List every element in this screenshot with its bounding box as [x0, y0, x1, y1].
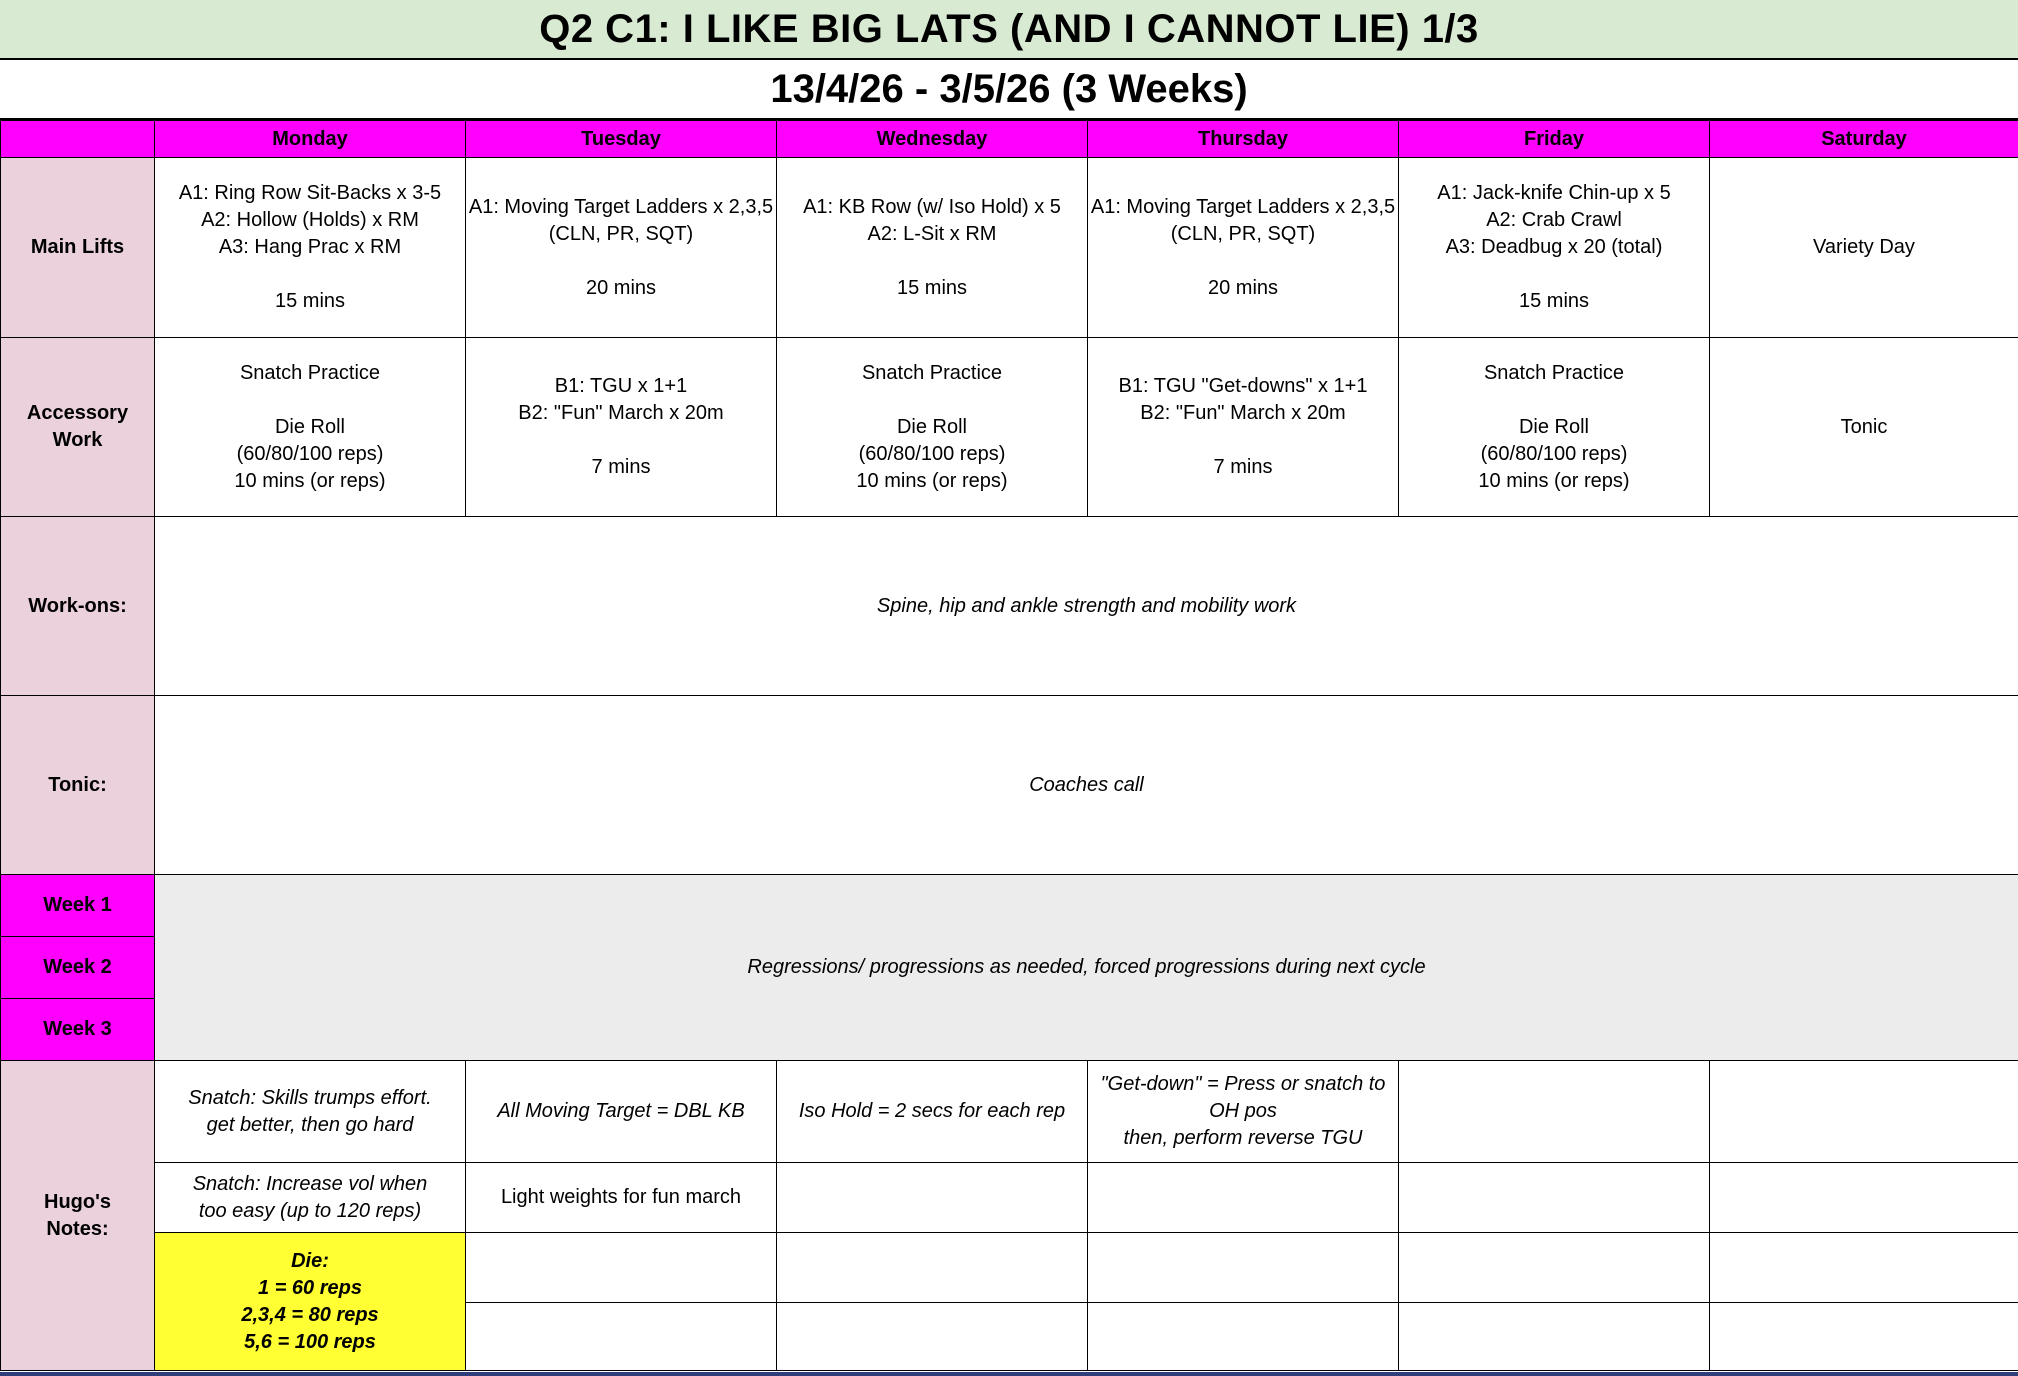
note-tuesday-4[interactable] [466, 1303, 777, 1371]
note-friday-4[interactable] [1399, 1303, 1710, 1371]
notes-row-3 [1, 1233, 2018, 1303]
accessory-tuesday[interactable]: B1: TGU x 1+1 B2: "Fun" March x 20m 7 mins [466, 338, 777, 517]
day-header-monday[interactable]: Monday [155, 121, 466, 158]
schedule-table [0, 120, 2018, 1371]
sheet-title: Q2 C1: I LIKE BIG LATS (AND I CANNOT LIE) 1/3 [0, 0, 2018, 60]
row-label-work-ons[interactable]: Work-ons: [1, 517, 155, 696]
corner-cell[interactable] [1, 121, 155, 158]
day-header-row [1, 121, 2018, 158]
week-2-label[interactable]: Week 2 [1, 937, 155, 999]
note-thursday-4[interactable] [1088, 1303, 1399, 1371]
main-lifts-tuesday[interactable]: A1: Moving Target Ladders x 2,3,5 (CLN, PR, SQT) 20 mins [466, 158, 777, 338]
main-lifts-monday[interactable]: A1: Ring Row Sit-Backs x 3-5 A2: Hollow (Holds) x RM A3: Hang Prac x RM 15 mins [155, 158, 466, 338]
main-lifts-friday[interactable]: A1: Jack-knife Chin-up x 5 A2: Crab Crawl A3: Deadbug x 20 (total) 15 mins [1399, 158, 1710, 338]
day-header-friday[interactable]: Friday [1399, 121, 1710, 158]
day-header-tuesday[interactable]: Tuesday [466, 121, 777, 158]
week-3-label[interactable]: Week 3 [1, 999, 155, 1061]
note-wednesday-2[interactable] [777, 1163, 1088, 1233]
work-ons-cell[interactable]: Spine, hip and ankle strength and mobility work [155, 517, 2018, 696]
note-saturday-4[interactable] [1710, 1303, 2018, 1371]
accessory-wednesday[interactable]: Snatch Practice Die Roll (60/80/100 reps) 10 mins (or reps) [777, 338, 1088, 517]
note-wednesday-3[interactable] [777, 1233, 1088, 1303]
week-1-row [1, 875, 2018, 937]
week-1-label[interactable]: Week 1 [1, 875, 155, 937]
weeks-progression-cell[interactable]: Regressions/ progressions as needed, forced progressions during next cycle [155, 875, 2018, 1061]
note-thursday-2[interactable] [1088, 1163, 1399, 1233]
accessory-monday[interactable]: Snatch Practice Die Roll (60/80/100 reps) 10 mins (or reps) [155, 338, 466, 517]
bottom-border-line [0, 1372, 2018, 1376]
row-label-notes[interactable]: Hugo's Notes: [1, 1061, 155, 1371]
note-friday-1[interactable] [1399, 1061, 1710, 1163]
note-monday-2[interactable]: Snatch: Increase vol when too easy (up to 120 reps) [155, 1163, 466, 1233]
main-lifts-wednesday[interactable]: A1: KB Row (w/ Iso Hold) x 5 A2: L-Sit x RM 15 mins [777, 158, 1088, 338]
work-ons-row [1, 517, 2018, 696]
tonic-cell[interactable]: Coaches call [155, 696, 2018, 875]
row-label-main-lifts[interactable]: Main Lifts [1, 158, 155, 338]
note-saturday-3[interactable] [1710, 1233, 2018, 1303]
note-tuesday-1[interactable]: All Moving Target = DBL KB [466, 1061, 777, 1163]
accessory-saturday[interactable]: Tonic [1710, 338, 2018, 517]
note-friday-2[interactable] [1399, 1163, 1710, 1233]
accessory-friday[interactable]: Snatch Practice Die Roll (60/80/100 reps) 10 mins (or reps) [1399, 338, 1710, 517]
row-label-accessory[interactable]: Accessory Work [1, 338, 155, 517]
date-range: 13/4/26 - 3/5/26 (3 Weeks) [0, 60, 2018, 121]
day-header-thursday[interactable]: Thursday [1088, 121, 1399, 158]
main-lifts-row [1, 158, 2018, 338]
die-note-cell[interactable]: Die: 1 = 60 reps 2,3,4 = 80 reps 5,6 = 100 reps [155, 1233, 466, 1371]
note-thursday-3[interactable] [1088, 1233, 1399, 1303]
note-saturday-1[interactable] [1710, 1061, 2018, 1163]
note-friday-3[interactable] [1399, 1233, 1710, 1303]
notes-row-1 [1, 1061, 2018, 1163]
accessory-row [1, 338, 2018, 517]
main-lifts-thursday[interactable]: A1: Moving Target Ladders x 2,3,5 (CLN, PR, SQT) 20 mins [1088, 158, 1399, 338]
notes-row-2 [1, 1163, 2018, 1233]
note-tuesday-2[interactable]: Light weights for fun march [466, 1163, 777, 1233]
tonic-row [1, 696, 2018, 875]
main-lifts-saturday[interactable]: Variety Day [1710, 158, 2018, 338]
note-thursday-1[interactable]: "Get-down" = Press or snatch to OH pos then, perform reverse TGU [1088, 1061, 1399, 1163]
note-wednesday-4[interactable] [777, 1303, 1088, 1371]
note-wednesday-1[interactable]: Iso Hold = 2 secs for each rep [777, 1061, 1088, 1163]
day-header-saturday[interactable]: Saturday [1710, 121, 2018, 158]
accessory-thursday[interactable]: B1: TGU "Get-downs" x 1+1 B2: "Fun" March x 20m 7 mins [1088, 338, 1399, 517]
note-saturday-2[interactable] [1710, 1163, 2018, 1233]
day-header-wednesday[interactable]: Wednesday [777, 121, 1088, 158]
note-monday-1[interactable]: Snatch: Skills trumps effort. get better, then go hard [155, 1061, 466, 1163]
note-tuesday-3[interactable] [466, 1233, 777, 1303]
row-label-tonic[interactable]: Tonic: [1, 696, 155, 875]
